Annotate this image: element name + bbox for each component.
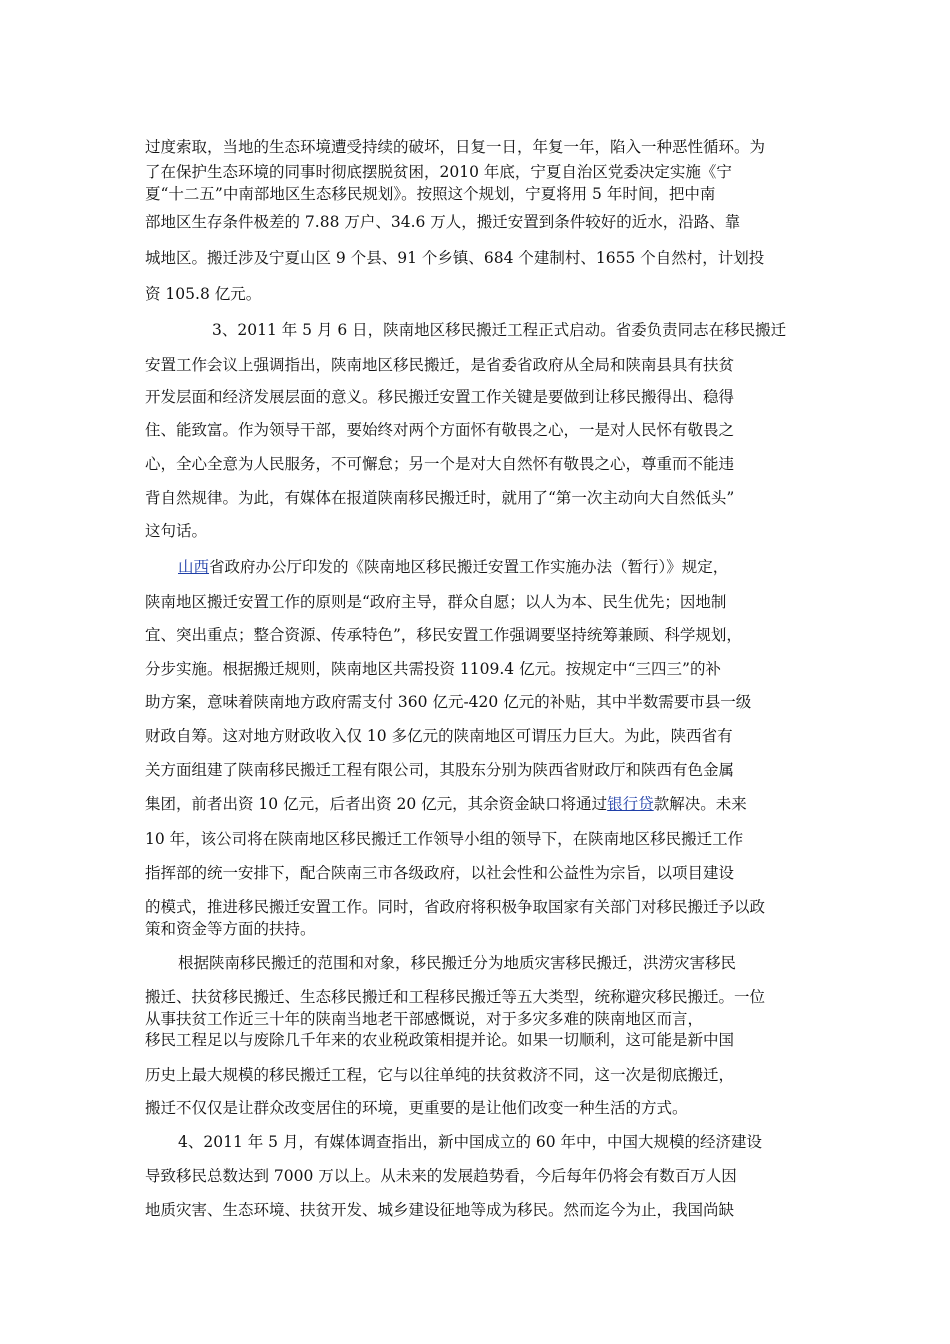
- text-line: 从事扶贫工作近三十年的陕南当地老干部感慨说，对于多灾多难的陕南地区而言，: [145, 1010, 704, 1028]
- paragraph-start-line: [178, 557, 728, 577]
- paragraph-start-line: 3、2011 年 5 月 6 日，陕南地区移民搬迁工程正式启动。省委负责同志在移民搬迁: [212, 321, 787, 339]
- text-line: 搬迁、扶贫移民搬迁、生态移民搬迁和工程移民搬迁等五大类型，统称避灾移民搬迁。一位: [145, 988, 766, 1006]
- text-line: 背自然规律。为此，有媒体在报道陕南移民搬迁时，就用了“第一次主动向大自然低头”: [145, 489, 735, 507]
- bank-loan-link[interactable]: 银行贷: [607, 795, 654, 813]
- text-line: 过度索取，当地的生态环境遭受持续的破坏，日复一日，年复一年，陷入一种恶性循环。为: [145, 138, 766, 156]
- text-line: 的模式，推进移民搬迁安置工作。同时，省政府将积极争取国家有关部门对移民搬迁予以政: [145, 898, 766, 916]
- text-line: 导致移民总数达到 7000 万以上。从未来的发展趋势看，今后每年仍将会有数百万人因: [145, 1167, 737, 1185]
- text-line: 安置工作会议上强调指出，陕南地区移民搬迁，是省委省政府从全局和陕南县具有扶贫: [145, 356, 735, 374]
- text-line: 财政自筹。这对地方财政收入仅 10 多亿元的陕南地区可谓压力巨大。为此，陕西省有: [145, 727, 733, 745]
- text-span: 省政府办公厅印发的《陕南地区移民搬迁安置工作实施办法（暂行）》规定，: [209, 558, 729, 576]
- text-line: 分步实施。根据搬迁规则，陕南地区共需投资 1109.4 亿元。按规定中“三四三”的补: [145, 660, 721, 678]
- shanxi-link[interactable]: 山西: [178, 558, 210, 576]
- text-line: 助方案，意味着陕南地方政府需支付 360 亿元-420 亿元的补贴，其中半数需要市县一级: [145, 693, 752, 711]
- text-line: 移民工程足以与废除几千年来的农业税政策相提并论。如果一切顺利，这可能是新中国: [145, 1031, 735, 1049]
- text-line: [145, 794, 747, 814]
- text-line: 搬迁不仅仅是让群众改变居住的环境，更重要的是让他们改变一种生活的方式。: [145, 1099, 688, 1117]
- text-line: 资 105.8 亿元。: [145, 285, 262, 303]
- text-line: 这句话。: [145, 522, 208, 540]
- text-line: 10 年，该公司将在陕南地区移民搬迁工作领导小组的领导下，在陕南地区移民搬迁工作: [145, 830, 744, 848]
- text-line: 策和资金等方面的扶持。: [145, 920, 316, 938]
- text-line: 城地区。搬迁涉及宁夏山区 9 个县、91 个乡镇、684 个建制村、1655 个自然村，计划投: [145, 249, 765, 267]
- text-line: 地质灾害、生态环境、扶贫开发、城乡建设征地等成为移民。然而迄今为止，我国尚缺: [145, 1201, 735, 1219]
- text-line: 住、能致富。作为领导干部，要始终对两个方面怀有敬畏之心，一是对人民怀有敬畏之: [145, 421, 735, 439]
- text-span: 集团，前者出资 10 亿元，后者出资 20 亿元，其余资金缺口将通过: [145, 795, 608, 813]
- text-line: 部地区生存条件极差的 7.88 万户、34.6 万人，搬迁安置到条件较好的近水，沿路、靠: [145, 213, 741, 231]
- text-line: 心，全心全意为人民服务，不可懈怠；另一个是对大自然怀有敬畏之心，尊重而不能违: [145, 455, 735, 473]
- text-line: 宜、突出重点；整合资源、传承特色”，移民安置工作强调要坚持统筹兼顾、科学规划，: [145, 626, 742, 644]
- text-line: 开发层面和经济发展层面的意义。移民搬迁安置工作关键是要做到让移民搬得出、稳得: [145, 388, 735, 406]
- text-line: 关方面组建了陕南移民搬迁工程有限公司，其股东分别为陕西省财政厅和陕西有色金属: [145, 761, 735, 779]
- text-line: 历史上最大规模的移民搬迁工程，它与以往单纯的扶贫救济不同，这一次是彻底搬迁，: [145, 1066, 735, 1084]
- paragraph-start-line: 4、2011 年 5 月，有媒体调查指出，新中国成立的 60 年中，中国大规模的经济建设: [178, 1133, 763, 1151]
- text-line: 夏“十二五”中南部地区生态移民规划》。按照这个规划，宁夏将用 5 年时间，把中南: [145, 185, 716, 203]
- paragraph-start-line: 根据陕南移民搬迁的范围和对象，移民搬迁分为地质灾害移民搬迁，洪涝灾害移民: [178, 954, 737, 972]
- text-span: 款解决。未来: [653, 795, 747, 813]
- text-line: 陕南地区搬迁安置工作的原则是“政府主导，群众自愿；以人为本、民生优先；因地制: [145, 593, 727, 611]
- text-line: 指挥部的统一安排下，配合陕南三市各级政府，以社会性和公益性为宗旨，以项目建设: [145, 864, 735, 882]
- text-line: 了在保护生态环境的同事时彻底摆脱贫困，2010 年底，宁夏自治区党委决定实施《宁: [145, 163, 732, 181]
